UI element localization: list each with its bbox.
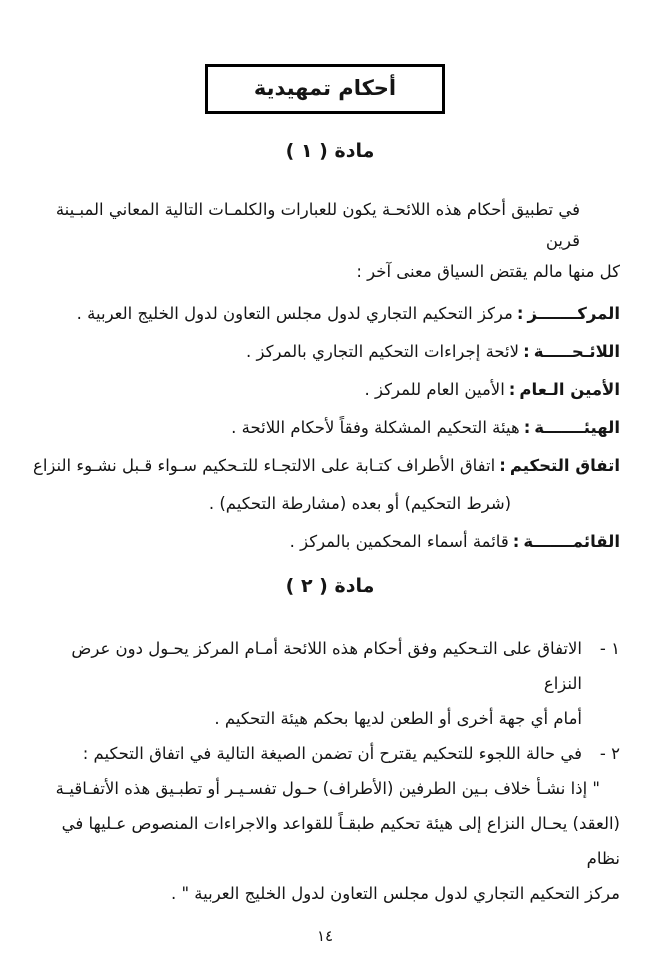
item-text [40, 736, 582, 771]
model-arbitration-clause [40, 771, 620, 911]
clause-line: مركز التحكيم التجاري لدول مجلس التعاون لدول الخليج العربية " . [170, 884, 620, 903]
definition-row-panel-list [40, 523, 620, 561]
definition-row-secretary-general [40, 371, 620, 409]
item-line: الاتفاق على التـحكيم وفق أحكام هذه اللائحة أمـام المركز يحـول دون عرض النزاع [71, 639, 582, 693]
definition-row-center [40, 295, 620, 333]
definition-text: اتفاق الأطراف كتـابة على الالتجـاء للتـحكيم سـواء قـبل نشـوء النزاع [32, 456, 496, 475]
item-text [40, 631, 582, 736]
article-1-heading: مادة ( ١ ) [285, 140, 375, 162]
definition-row-rules [40, 333, 620, 371]
page-content [0, 140, 650, 911]
definition-term: اللائـحـــــة [533, 342, 620, 361]
definition-colon: : [508, 380, 516, 399]
definition-row-tribunal [40, 409, 620, 447]
article-1-intro [40, 194, 620, 287]
item-line: في حالة اللجوء للتحكيم يقترح أن تضمن الصيغة التالية في اتفاق التحكيم : [82, 744, 582, 763]
definition-text: قائمة أسماء المحكمين بالمركز . [289, 532, 509, 551]
definition-colon: : [499, 456, 506, 475]
intro-line: في تطبيق أحكام هذه اللائحـة يكون للعبارات والكلمـات التالية المعاني المبـينة قرين [55, 200, 580, 250]
definition-colon: : [523, 342, 530, 361]
definitions-list [32, 295, 620, 561]
item-number: ١ - [599, 639, 620, 658]
definition-term: الأمين الـعام [519, 380, 620, 399]
definition-continuation-line: (شرط التحكيم) أو بعده (مشارطة التحكيم) . [208, 494, 512, 513]
definition-text: مركز التحكيم التجاري لدول مجلس التعاون لدول الخليج العربية . [76, 304, 513, 323]
definition-text: الأمين العام للمركز . [364, 380, 505, 399]
definition-term: المركـــــــز [527, 304, 620, 323]
clause-line: (العقد) يحـال النزاع إلى هيئة تحكيم طبقـاً للقواعد والاجراءات المنصوص عـليها في نظام [61, 814, 620, 868]
definition-colon: : [512, 532, 520, 551]
section-title: أحكام تمهيدية [253, 76, 397, 100]
intro-line: كل منها مالم يقتض السياق معنى آخر : [356, 262, 620, 281]
definition-text: لائحة إجراءات التحكيم التجاري بالمركز . [246, 342, 520, 361]
article-2-items [40, 631, 620, 911]
item-line: أمام أي جهة أخرى أو الطعن لديها بحكم هيئة التحكيم . [214, 709, 582, 728]
clause-line: " إذا نشـأ خلاف بـين الطرفين (الأطراف) حـول تفسـيـر أو تطبـيق هذه الأتفـاقيـة [55, 779, 600, 798]
definition-text: هيئة التحكيم المشكلة وفقاً لأحكام اللائحة . [231, 418, 520, 437]
numbered-item-2 [40, 736, 620, 771]
definition-term: الهيئـــــــة [534, 418, 620, 437]
page-number: ١٤ [316, 927, 334, 945]
article-2-heading: مادة ( ٢ ) [285, 575, 375, 597]
definition-row-arbitration-agreement [32, 447, 620, 485]
section-title-box [205, 64, 445, 114]
definition-term: القائمـــــــة [523, 532, 620, 551]
item-number: ٢ - [599, 744, 620, 763]
definition-term: اتفاق التحكيم [509, 456, 620, 475]
definition-colon: : [516, 304, 524, 323]
definition-colon: : [523, 418, 531, 437]
numbered-item-1 [40, 631, 620, 736]
